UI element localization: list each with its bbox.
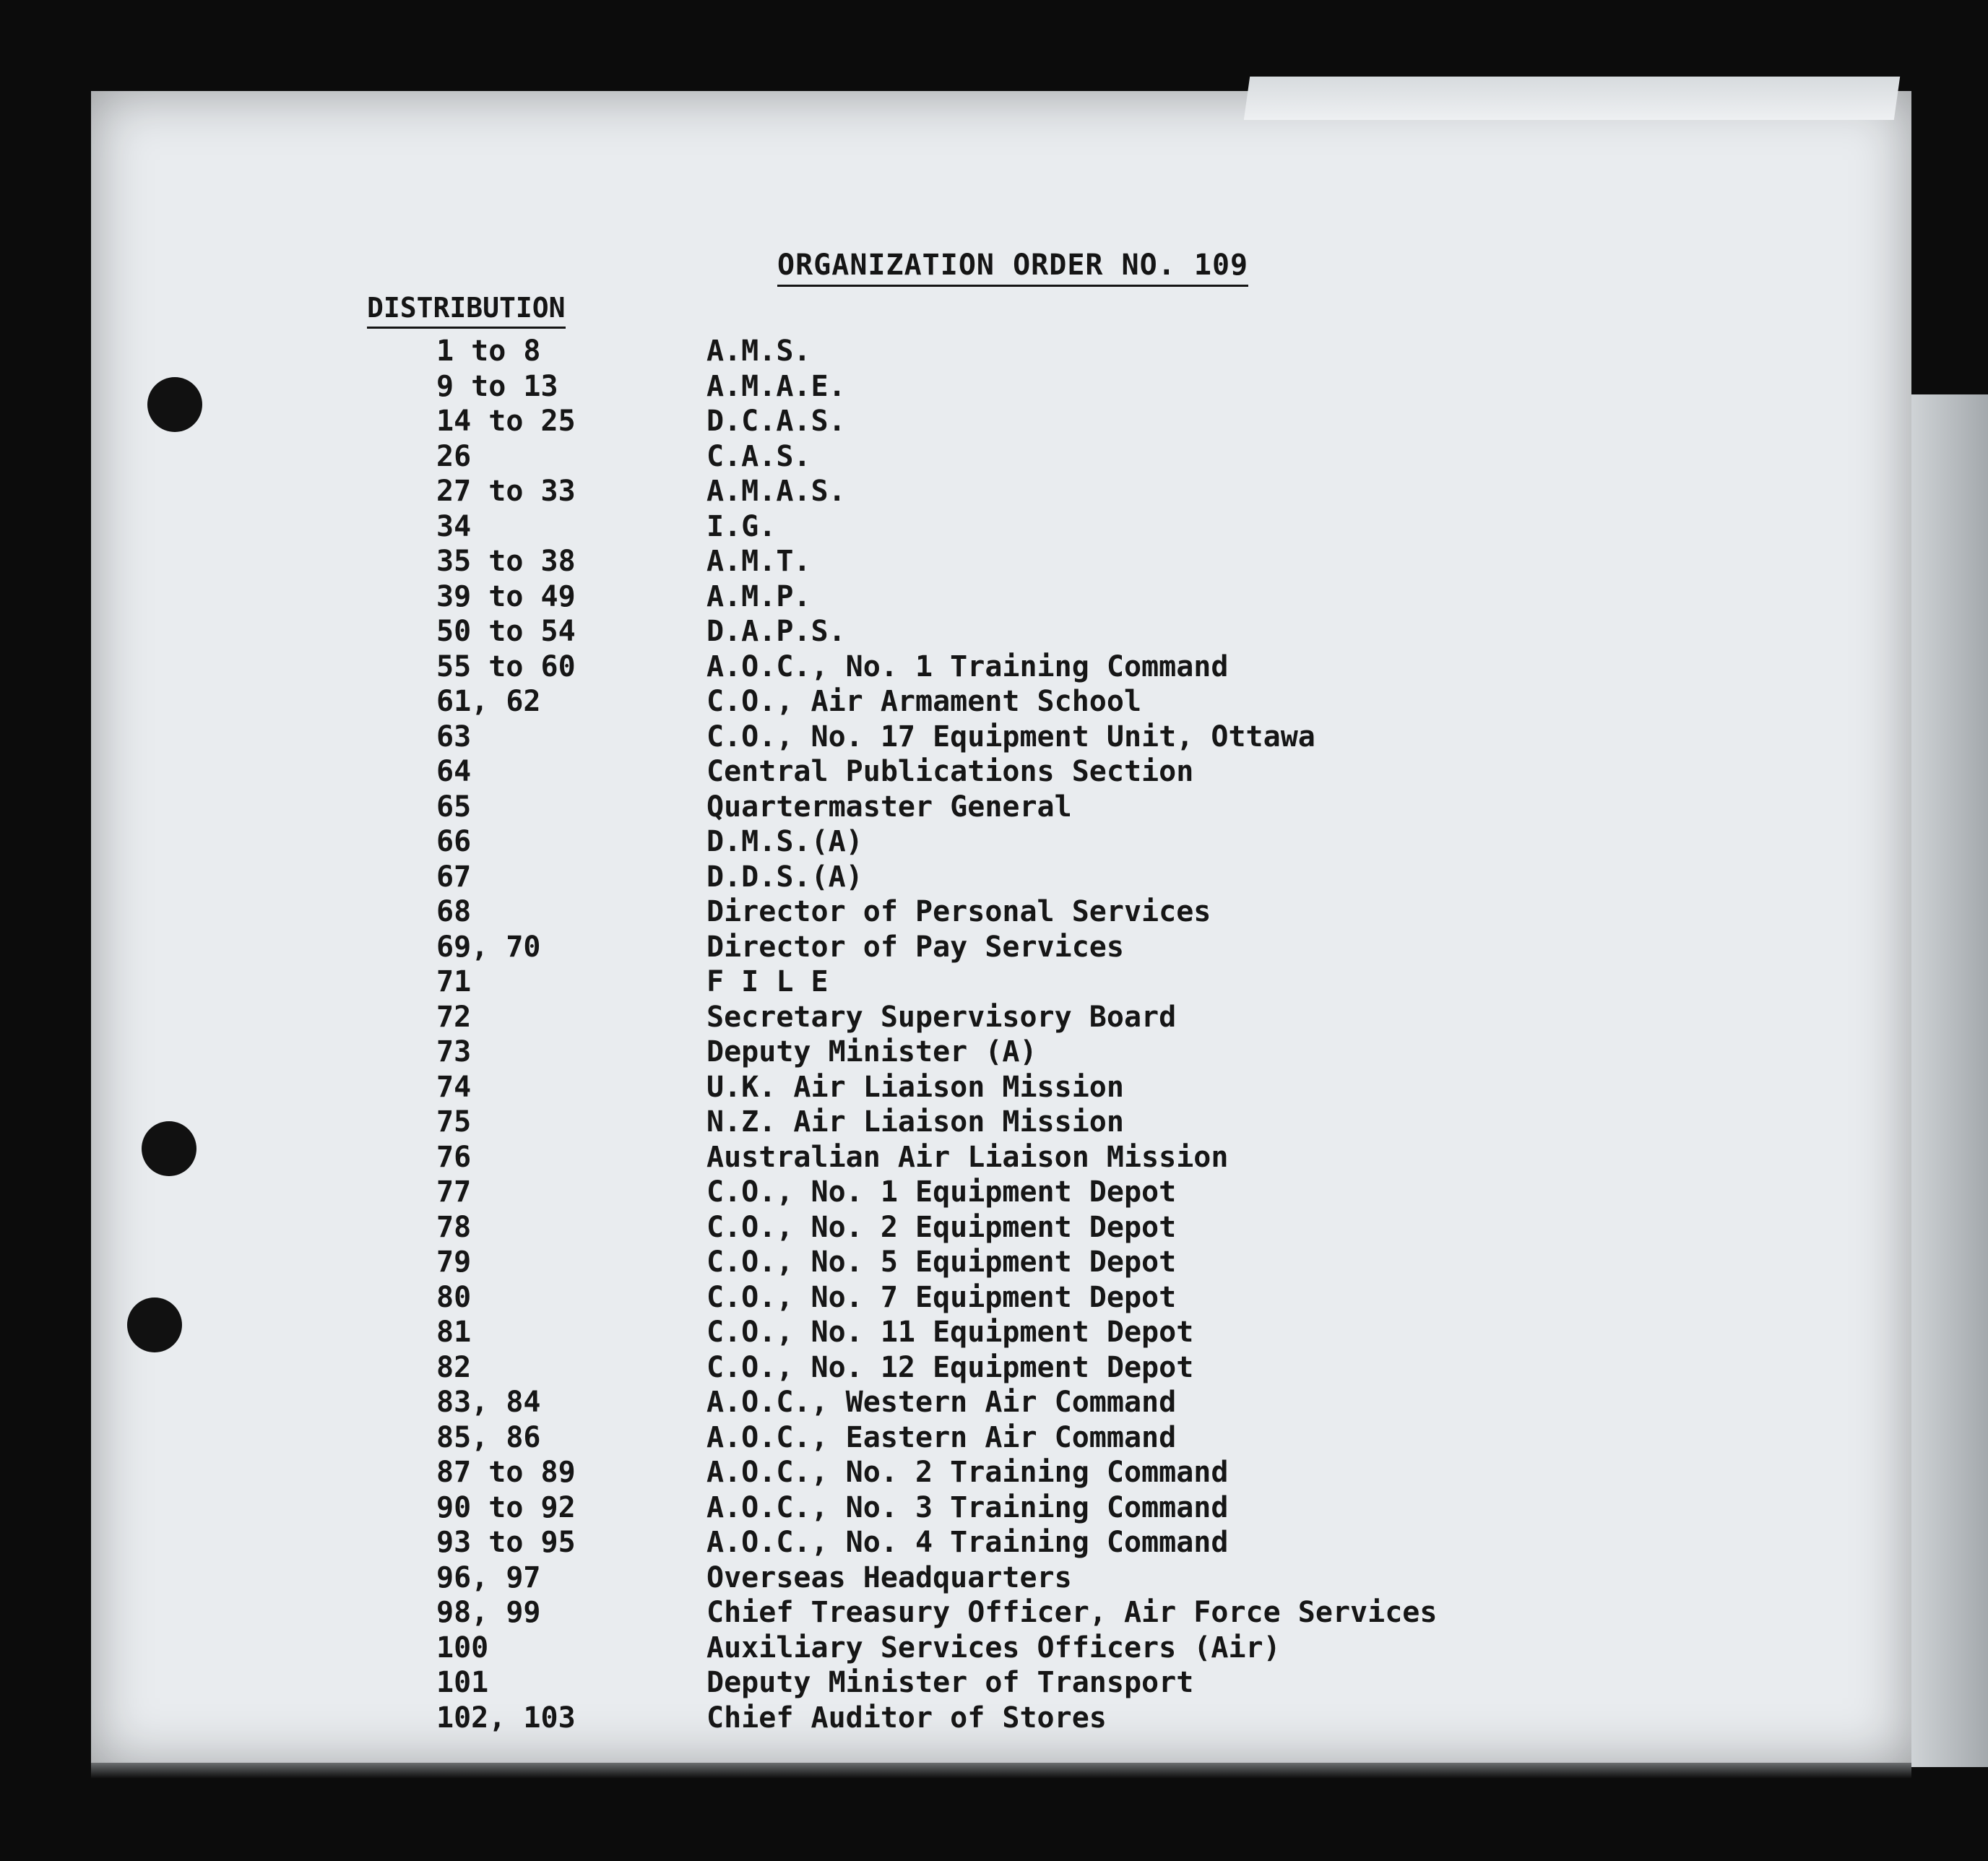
distribution-row — [436, 614, 1664, 649]
distribution-row — [436, 334, 1664, 369]
copy-numbers: 80 — [436, 1280, 472, 1314]
recipient-name: C.A.S. — [706, 439, 811, 473]
page-bottom-edge — [91, 1763, 1911, 1779]
copy-numbers: 74 — [436, 1070, 472, 1104]
copy-numbers: 63 — [436, 720, 472, 754]
recipient-name: C.O., No. 7 Equipment Depot — [706, 1280, 1177, 1314]
copy-numbers: 72 — [436, 1000, 472, 1034]
distribution-row — [436, 369, 1664, 405]
copy-numbers: 77 — [436, 1175, 472, 1209]
recipient-name: C.O., No. 17 Equipment Unit, Ottawa — [706, 720, 1315, 754]
copy-numbers: 34 — [436, 509, 472, 543]
distribution-row — [436, 474, 1664, 509]
recipient-name: D.D.S.(A) — [706, 860, 863, 894]
copy-numbers: 65 — [436, 790, 472, 824]
copy-numbers: 35 to 38 — [436, 545, 576, 579]
recipient-name: A.O.C., No. 1 Training Command — [706, 649, 1229, 683]
copy-numbers: 87 to 89 — [436, 1456, 576, 1490]
recipient-name: D.A.P.S. — [706, 615, 846, 649]
copy-numbers: 26 — [436, 439, 472, 473]
copy-numbers: 100 — [436, 1631, 489, 1664]
distribution-row — [436, 1210, 1664, 1245]
distribution-row — [436, 860, 1664, 895]
punch-hole — [147, 377, 202, 432]
recipient-name: F I L E — [706, 965, 829, 999]
copy-numbers: 82 — [436, 1350, 472, 1384]
copy-numbers: 69, 70 — [436, 930, 541, 964]
recipient-name: Australian Air Liaison Mission — [706, 1140, 1229, 1174]
recipient-name: Overseas Headquarters — [706, 1560, 1072, 1594]
recipient-name: Quartermaster General — [706, 790, 1072, 824]
distribution-row — [436, 1665, 1664, 1701]
page-top-fold — [1244, 77, 1900, 120]
distribution-row — [436, 649, 1664, 685]
copy-numbers: 55 to 60 — [436, 649, 576, 683]
copy-numbers: 68 — [436, 895, 472, 929]
distribution-row — [436, 1701, 1664, 1736]
distribution-row — [436, 1490, 1664, 1526]
recipient-name: Central Publications Section — [706, 755, 1194, 789]
recipient-name: I.G. — [706, 509, 777, 543]
copy-numbers: 67 — [436, 860, 472, 894]
distribution-row — [436, 1455, 1664, 1490]
copy-numbers: 83, 84 — [436, 1386, 541, 1420]
recipient-name: Chief Auditor of Stores — [706, 1701, 1107, 1735]
copy-numbers: 66 — [436, 825, 472, 859]
recipient-name: A.M.P. — [706, 579, 811, 613]
distribution-row — [436, 1245, 1664, 1280]
recipient-name: N.Z. Air Liaison Mission — [706, 1105, 1124, 1139]
copy-numbers: 76 — [436, 1140, 472, 1174]
recipient-name: A.M.S. — [706, 334, 811, 368]
recipient-name: D.C.A.S. — [706, 405, 846, 439]
recipient-name: C.O., No. 2 Equipment Depot — [706, 1210, 1177, 1244]
copy-numbers: 85, 86 — [436, 1420, 541, 1454]
distribution-row — [436, 720, 1664, 755]
recipient-name: C.O., Air Armament School — [706, 685, 1142, 719]
recipient-name: C.O., No. 12 Equipment Depot — [706, 1350, 1194, 1384]
distribution-row — [436, 1420, 1664, 1456]
distribution-row — [436, 579, 1664, 615]
copy-numbers: 98, 99 — [436, 1596, 541, 1630]
distribution-row — [436, 684, 1664, 720]
copy-numbers: 81 — [436, 1316, 472, 1350]
distribution-row — [436, 1140, 1664, 1175]
recipient-name: Director of Personal Services — [706, 895, 1211, 929]
punch-hole — [127, 1297, 182, 1352]
recipient-name: U.K. Air Liaison Mission — [706, 1070, 1124, 1104]
punch-hole — [142, 1121, 196, 1176]
recipient-name: D.M.S.(A) — [706, 825, 863, 859]
copy-numbers: 39 to 49 — [436, 579, 576, 613]
recipient-name: A.M.A.S. — [706, 475, 846, 509]
distribution-row — [436, 894, 1664, 930]
recipient-name: A.O.C., Western Air Command — [706, 1386, 1177, 1420]
distribution-row — [436, 1105, 1664, 1140]
distribution-row — [436, 754, 1664, 790]
recipient-name: Deputy Minister (A) — [706, 1035, 1037, 1069]
distribution-row — [436, 1175, 1664, 1210]
page-edge — [1911, 394, 1988, 1767]
copy-numbers: 93 to 95 — [436, 1526, 576, 1560]
distribution-row — [436, 1595, 1664, 1631]
recipient-name: A.M.T. — [706, 545, 811, 579]
copy-numbers: 50 to 54 — [436, 615, 576, 649]
document-title: ORGANIZATION ORDER NO. 109 — [777, 249, 1248, 287]
distribution-row — [436, 1350, 1664, 1386]
copy-numbers: 78 — [436, 1210, 472, 1244]
recipient-name: A.O.C., No. 4 Training Command — [706, 1526, 1229, 1560]
distribution-row — [436, 964, 1664, 1000]
distribution-row — [436, 1631, 1664, 1666]
distribution-row — [436, 1035, 1664, 1070]
recipient-name: Auxiliary Services Officers (Air) — [706, 1631, 1281, 1664]
recipient-name: Secretary Supervisory Board — [706, 1000, 1177, 1034]
distribution-row — [436, 404, 1664, 439]
distribution-row — [436, 509, 1664, 545]
recipient-name: Deputy Minister of Transport — [706, 1666, 1194, 1700]
copy-numbers: 1 to 8 — [436, 334, 541, 368]
distribution-row — [436, 1385, 1664, 1420]
copy-numbers: 102, 103 — [436, 1701, 576, 1735]
recipient-name: Chief Treasury Officer, Air Force Services — [706, 1596, 1438, 1630]
recipient-name: A.O.C., Eastern Air Command — [706, 1420, 1177, 1454]
distribution-row — [436, 1280, 1664, 1316]
copy-numbers: 27 to 33 — [436, 475, 576, 509]
copy-numbers: 101 — [436, 1666, 489, 1700]
recipient-name: A.O.C., No. 3 Training Command — [706, 1490, 1229, 1524]
copy-numbers: 61, 62 — [436, 685, 541, 719]
copy-numbers: 73 — [436, 1035, 472, 1069]
recipient-name: Director of Pay Services — [706, 930, 1124, 964]
recipient-name: C.O., No. 5 Equipment Depot — [706, 1245, 1177, 1279]
distribution-list — [436, 334, 1664, 1735]
recipient-name: A.O.C., No. 2 Training Command — [706, 1456, 1229, 1490]
distribution-row — [436, 824, 1664, 860]
copy-numbers: 9 to 13 — [436, 369, 558, 403]
distribution-row — [436, 1315, 1664, 1350]
copy-numbers: 96, 97 — [436, 1560, 541, 1594]
distribution-row — [436, 1560, 1664, 1596]
copy-numbers: 75 — [436, 1105, 472, 1139]
distribution-row — [436, 790, 1664, 825]
copy-numbers: 79 — [436, 1245, 472, 1279]
distribution-row — [436, 439, 1664, 475]
copy-numbers: 64 — [436, 755, 472, 789]
distribution-row — [436, 930, 1664, 965]
distribution-row — [436, 544, 1664, 579]
copy-numbers: 71 — [436, 965, 472, 999]
distribution-row — [436, 1525, 1664, 1560]
recipient-name: A.M.A.E. — [706, 369, 846, 403]
distribution-heading: DISTRIBUTION — [367, 292, 566, 329]
copy-numbers: 14 to 25 — [436, 405, 576, 439]
distribution-row — [436, 1000, 1664, 1035]
distribution-row — [436, 1070, 1664, 1105]
recipient-name: C.O., No. 1 Equipment Depot — [706, 1175, 1177, 1209]
recipient-name: C.O., No. 11 Equipment Depot — [706, 1316, 1194, 1350]
copy-numbers: 90 to 92 — [436, 1490, 576, 1524]
